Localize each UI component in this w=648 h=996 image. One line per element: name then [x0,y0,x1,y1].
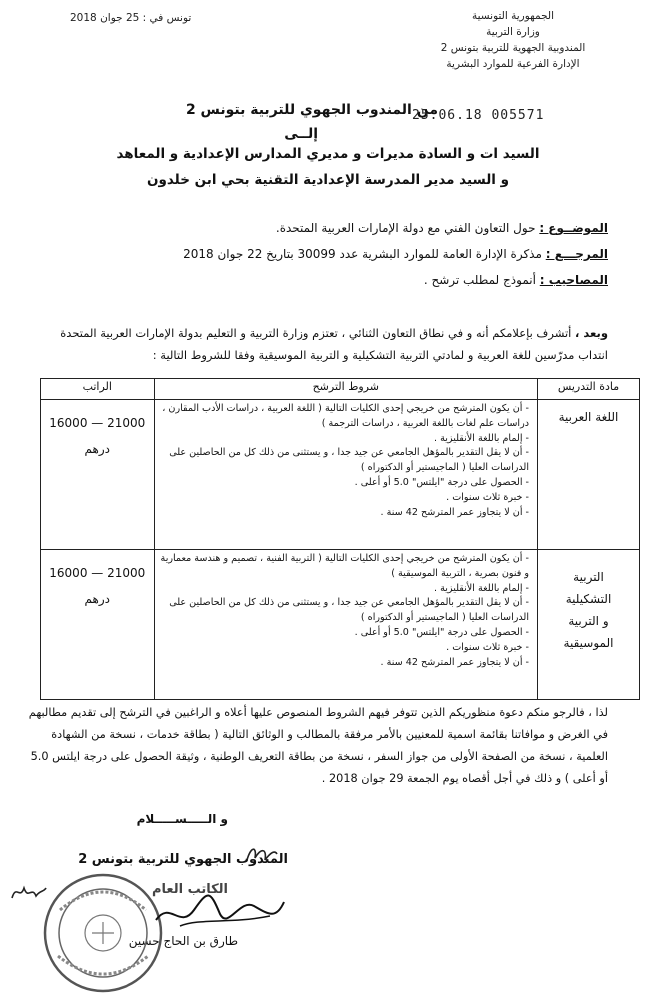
condition-line: - أن يكون المترشح من خريجي إحدى الكليات التالية ( التربية الفنية ، تصميم و هندسة معمارية [160,553,529,564]
condition-line: دراسات علم لغات باللغة العربية ، دراسات الترجمة ) [321,417,529,429]
attachment-label: المصاحيب : [539,273,608,287]
table-row [41,550,640,700]
subject-line: اللغة العربية [558,410,619,424]
salary-range: 16000 — 21000 [49,566,146,580]
salutation: و الـــــســـــلام [136,812,228,826]
condition-line: - إلمام باللغة الأنقليزية . [433,432,529,444]
reference-value: مذكرة الإدارة العامة للموارد البشرية عدد 30099 بتاريخ 22 جوان 2018 [183,247,542,261]
subject-value: حول التعاون الفني مع دولة الإمارات العربية المتحدة. [275,221,536,235]
salary-currency: درهم [84,442,110,456]
header-subject: مادة التدريس [538,379,640,400]
handwritten-signature-icon [150,880,290,940]
salary-range: 16000 — 21000 [49,416,146,430]
condition-line: - أن لا يتجاوز عمر المترشح 42 سنة . [380,506,529,518]
condition-line: - أن لا يقل التقدير بالمؤهل الجامعي عن جيد جدا ، و يستثنى من ذلك كل من الحاصلين على [169,447,529,459]
table-header-row [41,379,640,400]
condition-line: الدراسات العليا ( الماجيستير أو الدكتوراه ) [360,462,529,474]
intro-lead: وبعد ، [575,326,608,340]
intro-text: أتشرف بإعلامكم أنه و في نطاق التعاون الثنائي ، تعتزم وزارة التربية و التعليم بدولة الإمارات العربية المتحدة انتداب مدرّسين للغة العربية و لمادتي التربية التشكيلية و التربية الموسيقية وفقا للشروط التالية : [60,326,608,362]
salary-cell [41,400,155,550]
handwritten-initials-icon [243,842,281,868]
conditions-cell [154,400,537,550]
reference-row [28,247,608,261]
subject-line: التشكيلية [565,592,612,606]
sub-directorate-name: الإدارة الفرعية للموارد البشرية [446,58,580,70]
attachment-row [28,273,608,287]
header-salary: الراتب [41,379,155,400]
table-row [41,400,640,550]
intro-paragraph [28,322,608,366]
republic-name: الجمهورية التونسية [472,10,554,22]
condition-line: - خبرة ثلاث سنوات . [446,491,529,503]
official-stamp-icon [40,870,166,996]
directorate-name: المندوبية الجهوية للتربية بتونس 2 [440,42,586,54]
letterhead [418,8,608,72]
header-conditions: شروط الترشح [154,379,537,400]
condition-line: - إلمام باللغة الأنقليزية . [433,582,529,594]
signer-name: طارق بن الحاج حسين [128,934,238,948]
condition-line: - أن يكون المترشح من خريجي إحدى الكليات التالية ( اللغة العربية ، دراسات الأدب المقارن ، [162,403,529,414]
attachment-value: أنموذج لمطلب ترشح . [423,273,536,287]
subject-line: الموسيقية [563,636,614,650]
condition-line: - خبرة ثلاث سنوات . [446,641,529,653]
reference-label: المرجـــع : [545,247,608,261]
salary-currency: درهم [84,592,110,606]
sender-line: من المندوب الجهوي للتربية بتونس 2 [185,102,438,118]
signer-title: المندوب الجهوي للتربية بتونس 2 [78,852,288,867]
condition-line: و فنون بصرية ، التربية الموسيقية ) [391,567,529,579]
recipient-line-1: السيد ات و السادة مديرات و مديري المدارس الإعدادية و المعاهد [116,146,540,162]
salary-cell [41,550,155,700]
reference-number: 25.06.18 005571 [412,108,545,123]
subject-label: الموضــوع : [539,221,608,235]
ministry-name: وزارة التربية [486,26,540,38]
subject-line: و التربية [568,614,609,628]
subject-line: التربية [573,570,604,584]
date-line: تونس في : 25 جوان 2018 [70,12,192,24]
subject-cell [538,400,640,550]
condition-line: - الحصول على درجة "ايلتس" 5.0 أو أعلى . [354,626,529,638]
conditions-cell [154,550,537,700]
recipient-line-2: و السيد مدير المدرسة الإعدادية التقنية بحي ابن خلدون [146,172,510,188]
to-line: إلــى [284,126,318,142]
subject-cell [538,550,640,700]
secretary-title: الكاتب العام [151,882,228,897]
paraph-initials-icon [8,878,48,906]
conditions-table [40,378,640,700]
subject-row [28,221,608,235]
condition-line: - الحصول على درجة "ايلتس" 5.0 أو أعلى . [354,476,529,488]
condition-line: - أن لا يقل التقدير بالمؤهل الجامعي عن جيد جدا ، و يستثنى من ذلك كل من الحاصلين على [169,597,529,609]
condition-line: الدراسات العليا ( الماجيستير أو الدكتوراه ) [360,612,529,624]
condition-line: - أن لا يتجاوز عمر المترشح 42 سنة . [380,656,529,668]
closing-paragraph: لذا ، فالرجو منكم دعوة منظوريكم الذين تتوفر فيهم الشروط المنصوص عليها أعلاه و الراغبين في الترشح إلى تقديم مطالبهم في الغرض و موافاتنا بقائمة اسمية للمعنيين بالأمر مرفقة بالمطالب و الوثائق التالية ( بطاقة خدمات ، نسخة من الشهادة العلمية ، نسخة من الصفحة الأولى من جواز السفر ، نسخة من بطاقة التعريف الوطنية ، وثيقة الحصول على درجة ايلتس 5.0 أو أعلى ) و ذلك في أجل أقصاه يوم الجمعة 29 جوان 2018 . [28,706,608,785]
